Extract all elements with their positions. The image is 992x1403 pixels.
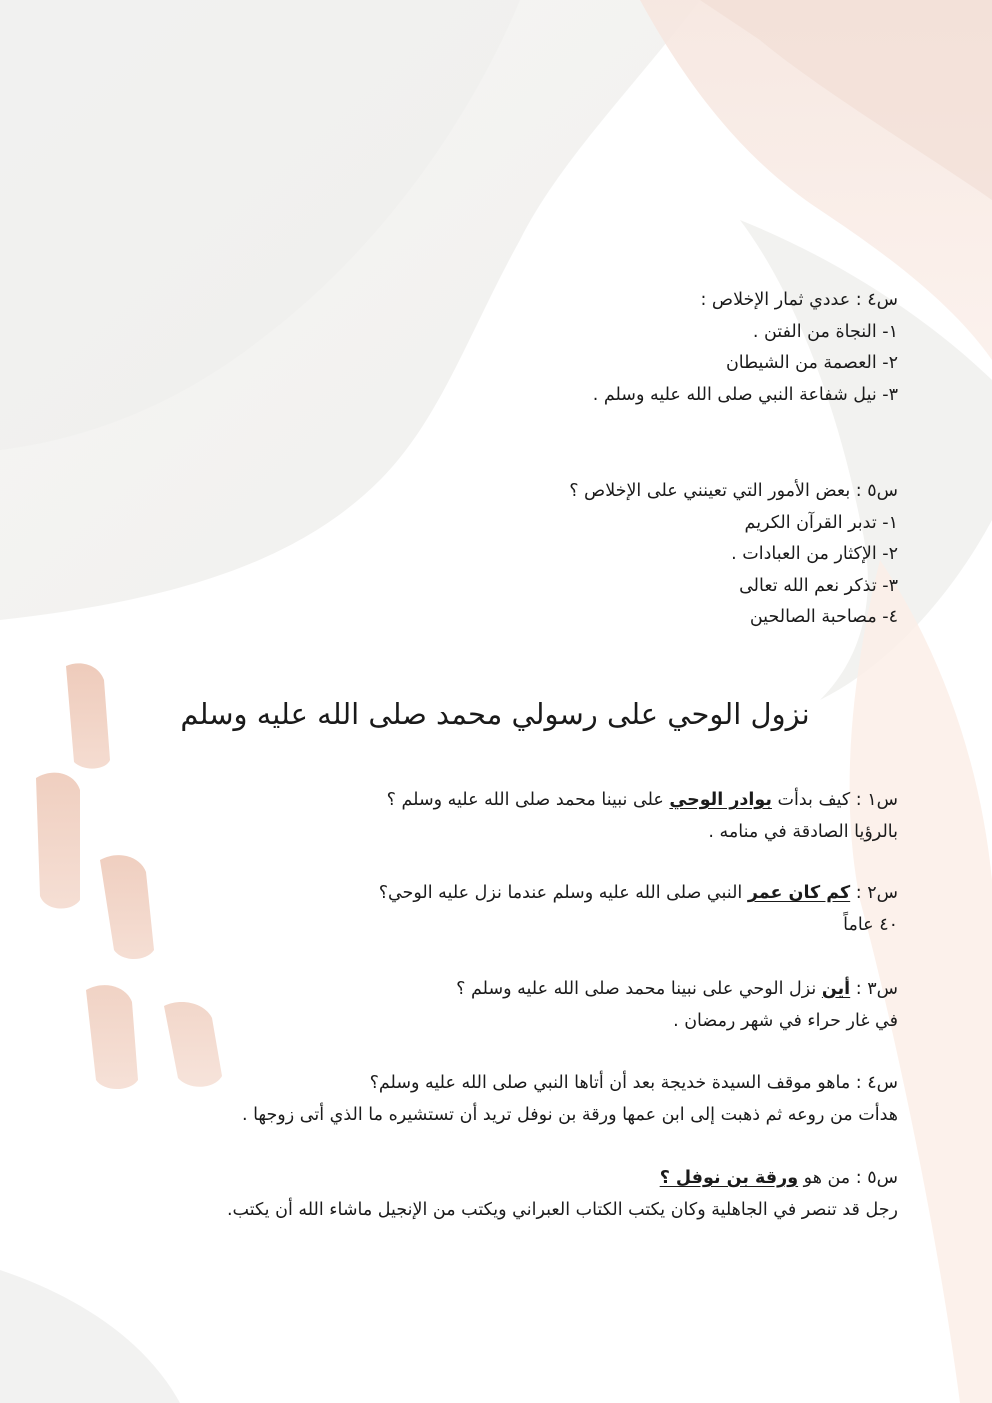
- list-item: ١- تدبر القرآن الكريم: [744, 512, 898, 533]
- list-item: ٤- مصاحبة الصالحين: [749, 607, 898, 627]
- list-item: ٣- تذكر نعم الله تعالى: [739, 575, 898, 596]
- question-prefix: س١ : كيف بدأت: [771, 790, 898, 810]
- question-suffix: نزل الوحي على نبينا محمد صلى الله عليه وسلم ؟: [456, 979, 822, 999]
- revelation-q1: [387, 785, 898, 848]
- answer-text: رجل قد تنصر في الجاهلية وكان يكتب الكتاب العبراني ويكتب من الإنجيل ماشاء الله أن يكتب.: [226, 1199, 898, 1220]
- revelation-q2: [379, 878, 898, 941]
- q5-ikhlas-helpers: [569, 476, 898, 634]
- revelation-q5: [118, 1163, 898, 1226]
- question-text: س٤ : ماهو موقف السيدة خديجة بعد أن أتاها النبي صلى الله عليه وسلم؟: [369, 1073, 898, 1093]
- revelation-q4: [242, 1068, 898, 1131]
- question-prefix: س٣ :: [850, 979, 898, 999]
- answer-text: هدأت من روعه ثم ذهبت إلى ابن عمها ورقة بن نوفل تريد أن تستشيره ما الذي أتى زوجها .: [241, 1104, 898, 1125]
- answer-text: ٤٠ عاماً: [843, 914, 898, 935]
- question-suffix: النبي صلى الله عليه وسلم عندما نزل عليه الوحي؟: [378, 883, 748, 903]
- q4-ikhlas-fruits: [593, 285, 898, 411]
- question-highlight: ورقة بن نوفل ؟: [659, 1168, 799, 1188]
- answer-text: بالرؤيا الصادقة في منامه .: [708, 821, 898, 842]
- section-title: نزول الوحي على رسولي محمد صلى الله عليه وسلم: [180, 697, 810, 731]
- question-prefix: س٥ : من هو: [798, 1168, 898, 1188]
- question-text: [379, 878, 898, 910]
- question-prefix: س٢ :: [850, 883, 898, 903]
- answer-text: في غار حراء في شهر رمضان .: [673, 1010, 898, 1031]
- list-item: ١- النجاة من الفتن .: [752, 321, 898, 342]
- question-text: س٥ : بعض الأمور التي تعينني على الإخلاص ؟: [569, 481, 898, 501]
- question-highlight: كم كان عمر: [747, 883, 851, 903]
- question-text: س٤ : عددي ثمار الإخلاص :: [700, 290, 898, 310]
- question-suffix: على نبينا محمد صلى الله عليه وسلم ؟: [386, 790, 670, 810]
- list-item: ٢- الإكثار من العبادات .: [731, 544, 898, 564]
- question-text: [118, 1163, 898, 1195]
- question-highlight: أين: [821, 979, 851, 999]
- list-item: ٢- العصمة من الشيطان: [725, 353, 898, 373]
- revelation-q3: [456, 974, 898, 1037]
- question-highlight: بوادر الوحي: [669, 790, 772, 810]
- list-item: ٣- نيل شفاعة النبي صلى الله عليه وسلم .: [592, 384, 898, 405]
- question-text: [387, 785, 898, 817]
- question-text: [456, 974, 898, 1006]
